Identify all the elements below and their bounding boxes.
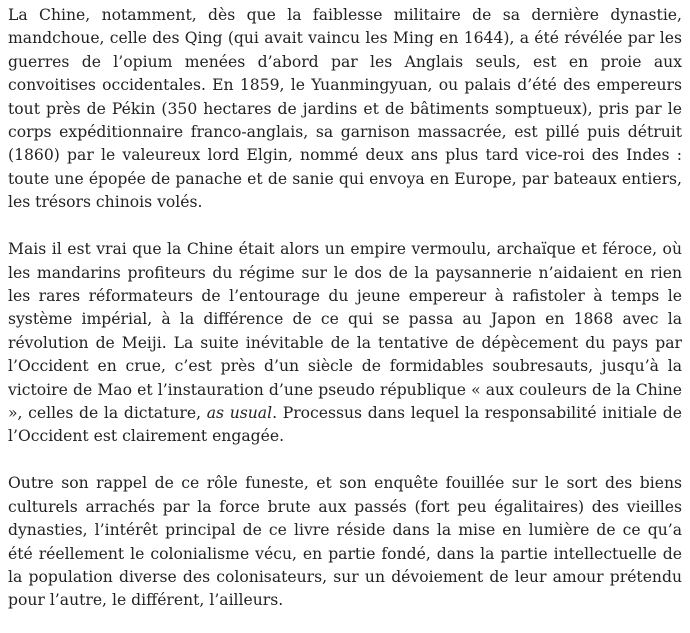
emphasis-as-usual: as usual [206, 404, 273, 422]
paragraph-qing-dynasty: La Chine, notamment, dès que la faiblesse militaire de sa dernière dynastie, mandchoue, celle des Qing (qui avait vaincu les Ming en 1644), a été révélée par les guerres de l’opium menées d’abord par les Anglais seuls, est en proie aux convoitises occidentales. En 1859, le Yuanmingyuan, ou palais d’été des empereurs tout près de Pékin (350 hectares de jardins et de bâtiments somptueux), pris par le corps expéditionnaire franco-anglais, sa garnison massacrée, est pillé puis détruit (1860) par le valeureux lord Elgin, nommé deux ans plus tard vice-roi des Indes : toute une épopée de panache et de sanie qui envoya en Europe, par bateaux entiers, les trésors chinois volés. [8, 6, 682, 212]
paragraph-colonialism: Outre son rappel de ce rôle funeste, et son enquête fouillée sur le sort des biens culturels arrachés par la force brute aux passés (fort peu égalitaires) des vieilles dynasties, l’intérêt principal de ce livre réside dans la mise en lumière de ce qu’a été réellement le colonialisme vécu, en partie fondé, dans la partie intellectuelle de la population diverse des colonisateurs, sur un dévoiement de leur amour prétendu pour l’autre, le différent, l’ailleurs. [8, 474, 682, 610]
paragraph-chinese-empire [8, 238, 682, 449]
paragraph-text-before-emphasis: Mais il est vrai que la Chine était alors un empire vermoulu, archaïque et féroce, où les mandarins profiteurs du régime sur le dos de la paysannerie n’aidaient en rien les rares réformateurs de l’entourage du jeune empereur à rafistoler à temps le système impérial, à la différence de ce qui se passa au Japon en 1868 avec la révolution de Meiji. La suite inévitable de la tentative de dépècement du pays par l’Occident en crue, c’est près d’un siècle de formidables soubresauts, jusqu’à la victoire de Mao et l’instauration d’une pseudo république « aux couleurs de la Chine », celles de la dictature, [8, 240, 682, 422]
paragraph-text-after-emphasis: . Processus dans lequel la responsabilité initiale de l’Occident est clairement engagée. [8, 404, 682, 446]
